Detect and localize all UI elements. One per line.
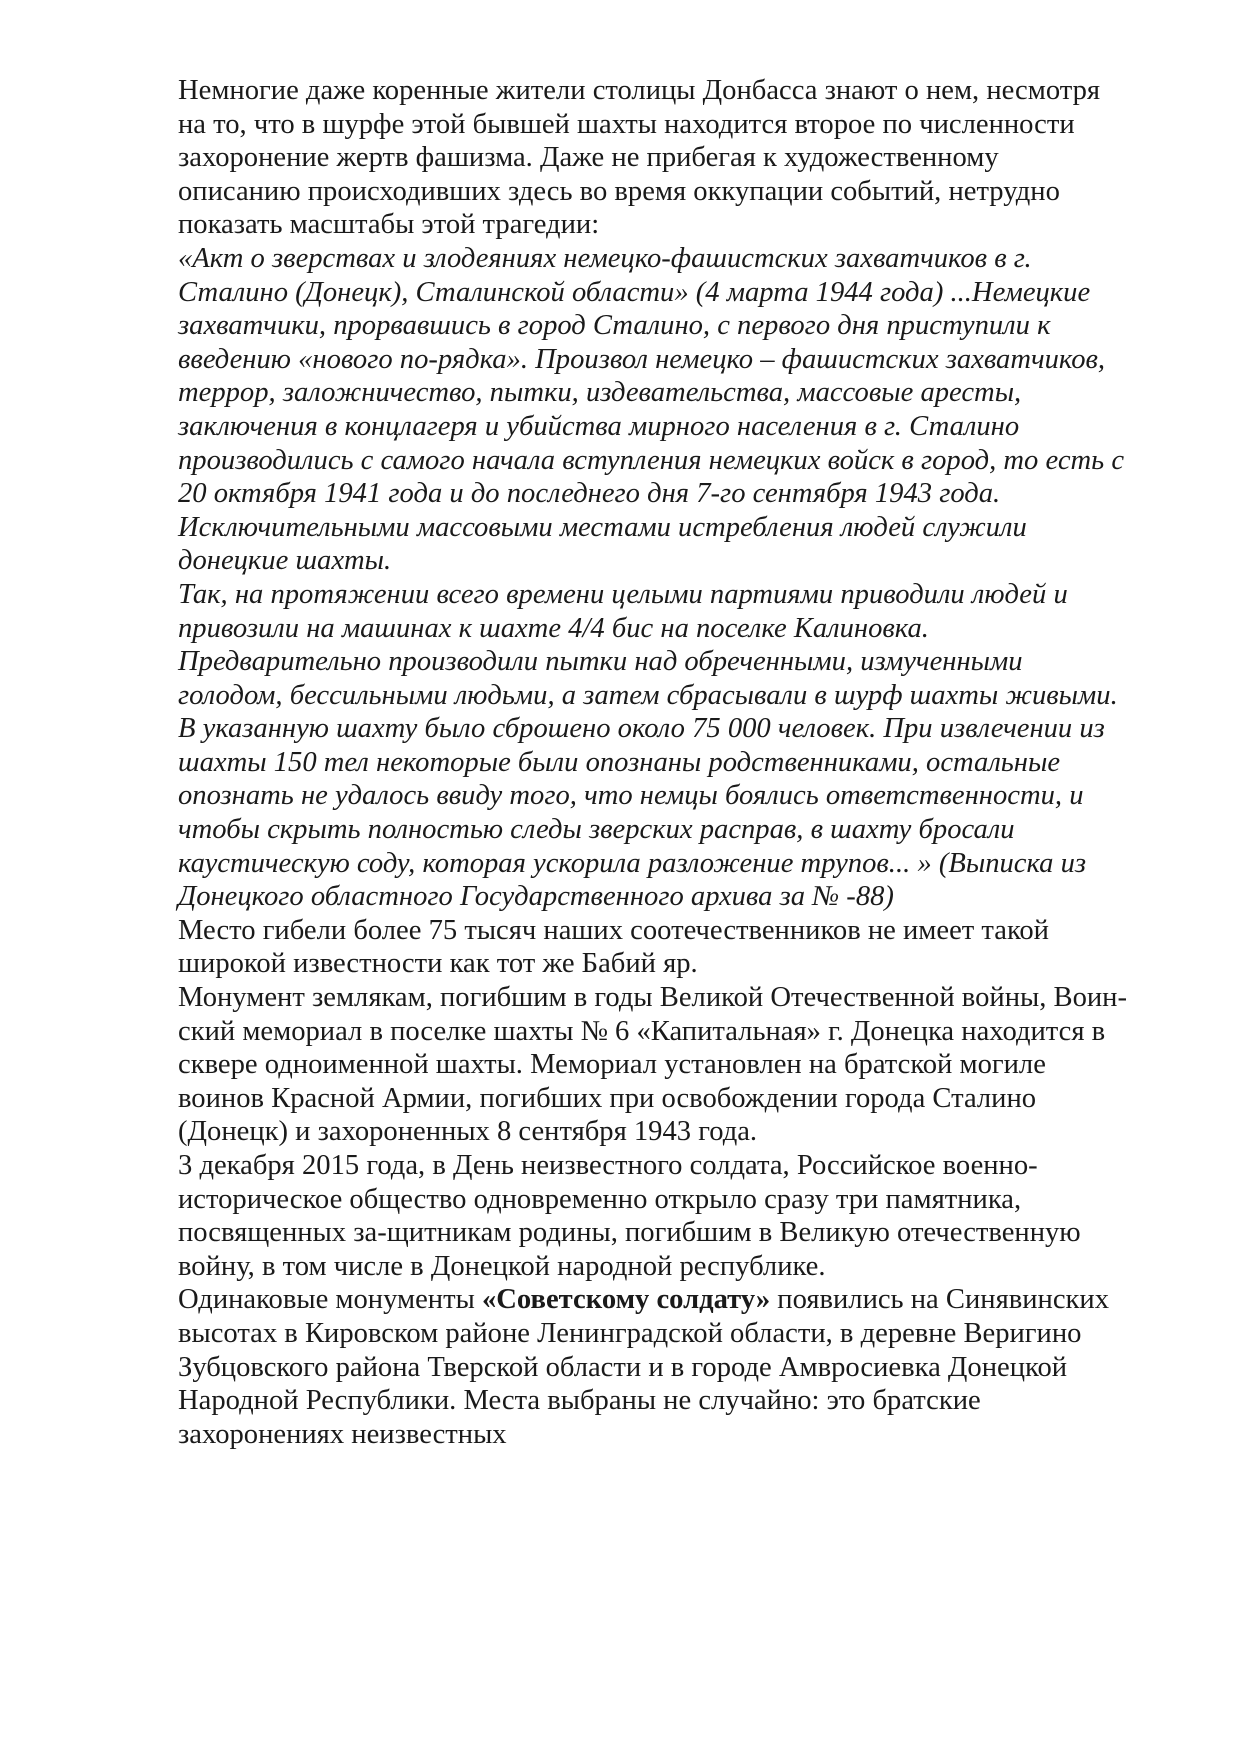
text-line: широкой известности как тот же Бабий яр.: [178, 948, 698, 980]
quote-line: чтобы скрыть полностью следы зверских расправ, в шахту бросали: [178, 814, 1015, 846]
text-line: захоронениях неизвестных: [178, 1418, 507, 1450]
quote-line: Донецкого областного Государственного архива за № -88): [178, 881, 894, 913]
quote-line: террор, заложничество, пытки, издевательства, массовые аресты,: [178, 377, 1022, 409]
text-line: Немногие даже коренные жители столицы Донбасса знают о нем, несмотря: [178, 75, 1101, 106]
monuments-paragraph: [178, 1283, 1158, 1451]
text-line: высотах в Кировском районе Ленинградской области, в деревне Веригино: [178, 1317, 1082, 1349]
text-line: [178, 1283, 1158, 1317]
text-segment: появились на Синявинских: [770, 1284, 1110, 1316]
text-line: Народной Республики. Места выбраны не случайно: это братские: [178, 1385, 981, 1417]
text-line: войну, в том числе в Донецкой народной республике.: [178, 1250, 826, 1282]
quote-line: опознать не удалось ввиду того, что немцы боялись ответственности, и: [178, 780, 1084, 812]
text-line: Место гибели более 75 тысяч наших соотечественников не имеет такой: [178, 914, 1049, 946]
quote-line: «Акт о зверствах и злодеяниях немецко-фашистских захватчиков в г.: [178, 242, 1032, 274]
quote-line: донецкие шахты.: [178, 545, 392, 577]
quote-line: заключения в концлагеря и убийства мирного населения в г. Сталино: [178, 410, 1020, 442]
quote-line: шахты 150 тел некоторые были опознаны родственниками, остальные: [178, 746, 1061, 778]
text-line: Монумент землякам, погибшим в годы Великой Отечественной войны, Воин-: [178, 982, 1127, 1014]
text-line: на то, что в шурфе этой бывшей шахты находится второе по численности: [178, 108, 1075, 140]
quote-line: В указанную шахту было сброшено около 75 000 человек. При извлечении из: [178, 713, 1105, 745]
quote-line: Предварительно производили пытки над обреченными, измученными: [178, 646, 1023, 678]
body-paragraphs: [178, 914, 1158, 1284]
quote-line: голодом, бессильными людьми, а затем сбрасывали в шурф шахты живыми.: [178, 679, 1118, 711]
text-line: посвященных за-щитникам родины, погибшим в Великую отечественную: [178, 1217, 1081, 1249]
intro-paragraph: [178, 74, 1158, 242]
text-line: показать масштабы этой трагедии:: [178, 209, 600, 241]
text-line: историческое общество одновременно открыло сразу три памятника,: [178, 1183, 1022, 1215]
text-line: 3 декабря 2015 года, в День неизвестного солдата, Российское военно-: [178, 1150, 1038, 1181]
quote-line: каустическую соду, которая ускорила разложение трупов... » (Выписка из: [178, 847, 1087, 879]
quote-line: введению «нового по-рядка». Произвол немецко – фашистских захватчиков,: [178, 343, 1106, 375]
text-line: описанию происходивших здесь во время оккупации событий, нетрудно: [178, 175, 1060, 207]
quote-line: производились с самого начала вступления немецких войск в город, то есть с: [178, 444, 1125, 476]
text-line: Зубцовского района Тверской области и в городе Амвросиевка Донецкой: [178, 1351, 1068, 1383]
quote-line: Так, на протяжении всего времени целыми партиями приводили людей и: [178, 578, 1068, 610]
archive-quote: [178, 242, 1158, 914]
quote-line: захватчики, прорвавшись в город Сталино, с первого дня приступили к: [178, 310, 1051, 342]
document-page: [178, 74, 1158, 1451]
quote-line: Исключительными массовыми местами истребления людей служили: [178, 511, 1027, 543]
text-segment: Одинаковые монументы: [178, 1284, 482, 1316]
quote-line: Сталино (Донецк), Сталинской области» (4 марта 1944 года) ...Немецкие: [178, 276, 1091, 308]
text-line: (Донецк) и захороненных 8 сентября 1943 года.: [178, 1116, 758, 1148]
quote-line: 20 октября 1941 года и до последнего дня 7-го сентября 1943 года.: [178, 478, 1001, 510]
text-line: сквере одноименной шахты. Мемориал установлен на братской могиле: [178, 1049, 1046, 1081]
text-line: воинов Красной Армии, погибших при освобождении города Сталино: [178, 1082, 1037, 1114]
quote-line: привозили на машинах к шахте 4/4 бис на поселке Калиновка.: [178, 612, 929, 644]
monument-name: «Советскому солдату»: [481, 1284, 771, 1316]
text-line: ский мемориал в поселке шахты № 6 «Капитальная» г. Донецка находится в: [178, 1015, 1106, 1047]
text-line: захоронение жертв фашизма. Даже не прибегая к художественному: [178, 142, 999, 174]
